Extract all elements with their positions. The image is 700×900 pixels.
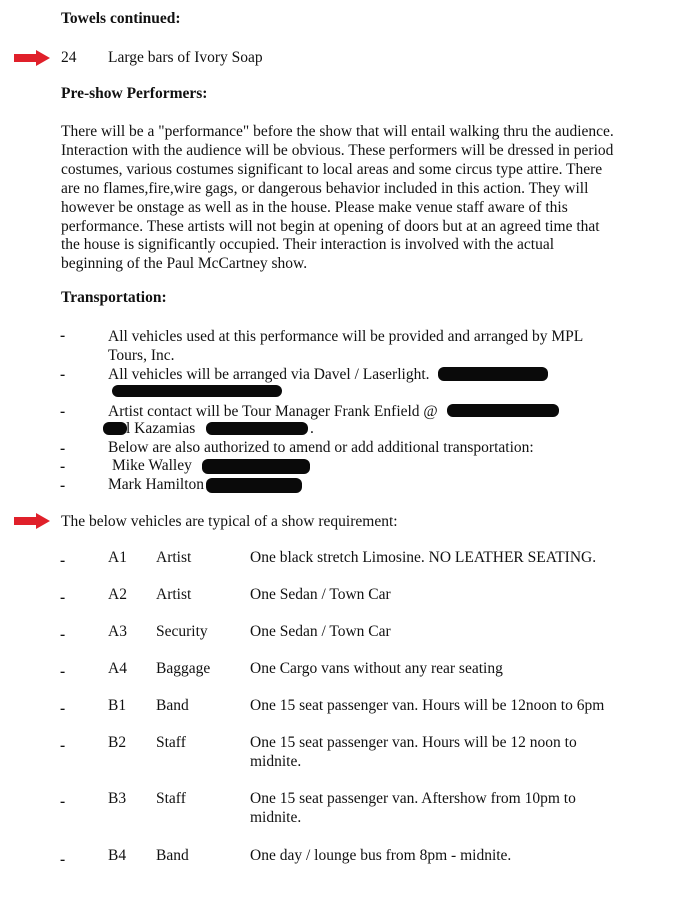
redaction-bar	[112, 385, 282, 397]
bullet-dash: -	[60, 366, 66, 383]
vehicle-code: A1	[108, 549, 127, 566]
bullet-dash: -	[60, 327, 66, 344]
vehicle-role: Artist	[156, 549, 192, 566]
vehicle-code: A4	[108, 660, 127, 677]
transport-bullet-3-line-1: Artist contact will be Tour Manager Frank Enfield @	[108, 403, 438, 420]
transport-bullet-3-line-2-end: .	[310, 420, 314, 437]
bullet-dash: -	[60, 477, 66, 494]
transport-bullet-4-line-1: Below are also authorized to amend or add additional transportation:	[108, 439, 534, 456]
transport-bullet-6-line-1: Mark Hamilton	[108, 476, 204, 493]
vehicle-code: A3	[108, 623, 127, 640]
towels-heading: Towels continued:	[61, 10, 181, 27]
vehicle-code: B4	[108, 847, 127, 864]
vehicle-role: Staff	[156, 734, 186, 751]
redaction-bar	[202, 459, 310, 474]
vehicle-row-dash: -	[60, 737, 66, 754]
vehicle-description-cont: midnite.	[250, 809, 302, 826]
vehicle-row-dash: -	[60, 552, 66, 569]
preshow-line: are no flames,fire,wire gags, or dangerous behavior included in this action. They will	[61, 179, 589, 197]
redaction-bar	[103, 422, 127, 435]
vehicle-description: One 15 seat passenger van. Aftershow from 10pm to	[250, 790, 576, 807]
preshow-line: There will be a "performance" before the show that will entail walking thru the audience.	[61, 123, 614, 140]
vehicles-intro: The below vehicles are typical of a show requirement:	[61, 513, 398, 530]
preshow-line: costumes, various costumes significant to local areas and some circus type attire. There	[61, 160, 603, 178]
bullet-dash: -	[60, 458, 66, 475]
vehicle-description: One black stretch Limosine. NO LEATHER SEATING.	[250, 549, 597, 566]
towels-qty: 24	[61, 49, 77, 66]
vehicle-row-dash: -	[60, 793, 66, 810]
bullet-dash: -	[60, 403, 66, 420]
redaction-bar	[447, 404, 559, 417]
vehicle-code: B3	[108, 790, 127, 807]
vehicle-description-cont: midnite.	[250, 753, 302, 770]
vehicle-row-dash: -	[60, 851, 66, 868]
preshow-line: the house is significantly occupied. Their interaction is involved with the actual	[61, 236, 555, 254]
vehicle-description: One 15 seat passenger van. Hours will be 12 noon to	[250, 734, 577, 751]
vehicle-role: Staff	[156, 790, 186, 807]
vehicle-description: One day / lounge bus from 8pm - midnite.	[250, 847, 512, 864]
preshow-line: performance. These artists will not begin at opening of doors but at an agreed time that	[61, 217, 600, 235]
redaction-bar	[438, 367, 548, 381]
vehicle-code: B2	[108, 734, 127, 751]
transport-bullet-5-line-1: Mike Walley	[112, 457, 192, 474]
vehicle-role: Security	[156, 623, 208, 640]
vehicle-row-dash: -	[60, 700, 66, 717]
vehicle-role: Band	[156, 847, 189, 864]
red-arrow-icon	[14, 513, 50, 529]
redaction-bar	[206, 478, 302, 493]
transport-bullet-2-line-1: All vehicles will be arranged via Davel / Laserlight.	[108, 366, 430, 383]
preshow-line: Interaction with the audience will be obvious. These performers will be dressed in period	[61, 141, 614, 159]
vehicle-description: One Sedan / Town Car	[250, 586, 391, 603]
transport-bullet-3-line-2: l Kazamias	[126, 420, 196, 437]
bullet-dash: -	[60, 440, 66, 457]
redaction-bar	[206, 422, 308, 435]
transport-bullet-1-line-2: Tours, Inc.	[108, 347, 175, 364]
vehicle-role: Band	[156, 697, 189, 714]
transport-bullet-1-line-1: All vehicles used at this performance will be provided and arranged by MPL	[108, 328, 584, 345]
vehicle-description: One Sedan / Town Car	[250, 623, 391, 640]
red-arrow-icon	[14, 50, 50, 66]
vehicle-code: B1	[108, 697, 127, 714]
preshow-heading: Pre-show Performers:	[61, 85, 208, 102]
vehicle-row-dash: -	[60, 663, 66, 680]
preshow-paragraph	[61, 123, 636, 274]
vehicle-description: One Cargo vans without any rear seating	[250, 660, 503, 677]
vehicle-description: One 15 seat passenger van. Hours will be 12noon to 6pm	[250, 697, 605, 714]
vehicle-row-dash: -	[60, 626, 66, 643]
vehicle-role: Baggage	[156, 660, 211, 677]
preshow-line: beginning of the Paul McCartney show.	[61, 255, 308, 273]
transportation-heading: Transportation:	[61, 289, 167, 306]
vehicle-code: A2	[108, 586, 127, 603]
towels-item: Large bars of Ivory Soap	[108, 49, 263, 66]
vehicle-row-dash: -	[60, 589, 66, 606]
vehicle-role: Artist	[156, 586, 192, 603]
preshow-line: however be onstage as well as in the house. Please make venue staff aware of this	[61, 198, 568, 216]
